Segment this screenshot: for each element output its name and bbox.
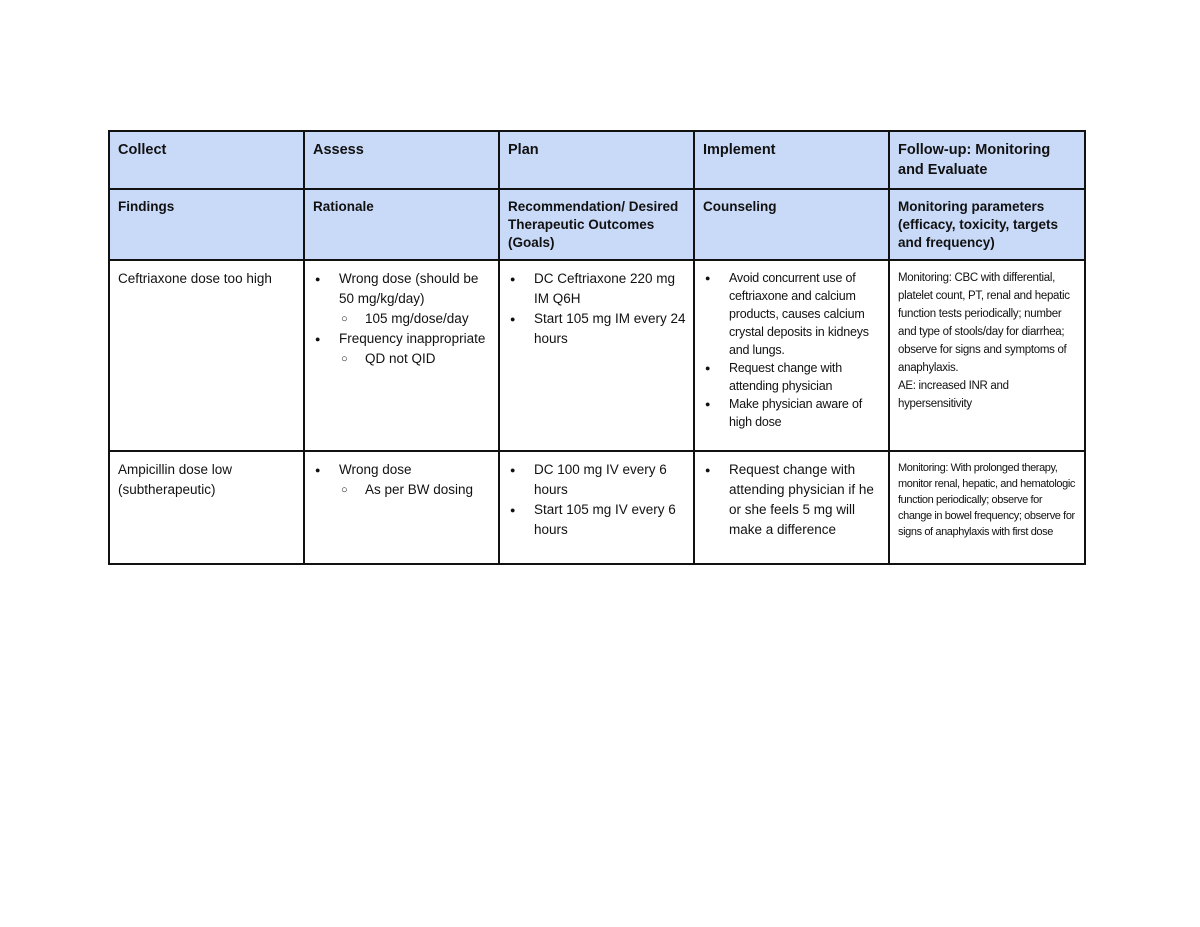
rationale-sublist bbox=[339, 309, 491, 329]
finding-text: Ampicillin dose low (subtherapeutic) bbox=[118, 462, 233, 497]
header-monitoring: Monitoring parameters (efficacy, toxicity, targets and frequency) bbox=[889, 189, 1085, 260]
list-item: ● Avoid concurrent use of ceftriaxone and calcium products, causes calcium crystal deposits in kidneys and lungs. bbox=[729, 269, 881, 359]
rationale-cell bbox=[304, 451, 499, 564]
ppcp-table bbox=[108, 130, 1086, 565]
rationale-item: Wrong dose (should be 50 mg/kg/day) bbox=[339, 271, 479, 306]
list-item bbox=[339, 269, 491, 329]
list-item: ● Start 105 mg IV every 6 hours bbox=[534, 500, 686, 540]
rationale-item: Wrong dose bbox=[339, 462, 412, 477]
counseling-list bbox=[703, 460, 881, 540]
list-item: ● DC Ceftriaxone 220 mg IM Q6H bbox=[534, 269, 686, 309]
header-counseling: Counseling bbox=[694, 189, 889, 260]
header-implement: Implement bbox=[694, 131, 889, 189]
monitoring-text: Monitoring: With prolonged therapy, monitor renal, hepatic, and hematologic function periodically; observe for change in bowel frequency; observe for signs of anaphylaxis with first dose bbox=[898, 462, 1076, 538]
header-recommendation: Recommendation/ Desired Therapeutic Outcomes (Goals) bbox=[499, 189, 694, 260]
rationale-sublist bbox=[339, 349, 491, 369]
monitoring-cell bbox=[889, 260, 1085, 451]
table-row bbox=[109, 260, 1085, 451]
list-item bbox=[339, 460, 491, 500]
header-findings: Findings bbox=[109, 189, 304, 260]
header-row-steps bbox=[109, 131, 1085, 189]
list-item: ● Request change with attending physician bbox=[729, 359, 881, 395]
header-follow-up: Follow-up: Monitoring and Evaluate bbox=[889, 131, 1085, 189]
list-item: ● Request change with attending physician if he or she feels 5 mg will make a difference bbox=[729, 460, 881, 540]
list-item bbox=[339, 329, 491, 369]
rationale-sublist bbox=[339, 480, 491, 500]
monitoring-cell bbox=[889, 451, 1085, 564]
counseling-list bbox=[703, 269, 881, 431]
rationale-item: Frequency inappropriate bbox=[339, 331, 486, 346]
recommendation-cell bbox=[499, 260, 694, 451]
list-item: ● Start 105 mg IM every 24 hours bbox=[534, 309, 686, 349]
header-rationale: Rationale bbox=[304, 189, 499, 260]
adverse-effects-text: AE: increased INR and hypersensitivity bbox=[898, 380, 1009, 410]
finding-cell bbox=[109, 451, 304, 564]
table-row bbox=[109, 451, 1085, 564]
rationale-list bbox=[313, 460, 491, 500]
finding-text: Ceftriaxone dose too high bbox=[118, 271, 272, 286]
counseling-cell bbox=[694, 451, 889, 564]
list-item: ● DC 100 mg IV every 6 hours bbox=[534, 460, 686, 500]
finding-cell bbox=[109, 260, 304, 451]
rationale-cell bbox=[304, 260, 499, 451]
rationale-list bbox=[313, 269, 491, 369]
header-assess: Assess bbox=[304, 131, 499, 189]
header-row-columns bbox=[109, 189, 1085, 260]
list-item: ○ As per BW dosing bbox=[365, 480, 491, 500]
counseling-cell bbox=[694, 260, 889, 451]
recommendation-list bbox=[508, 460, 686, 540]
list-item: ● Make physician aware of high dose bbox=[729, 395, 881, 431]
list-item: ○ QD not QID bbox=[365, 349, 491, 369]
recommendation-cell bbox=[499, 451, 694, 564]
header-collect: Collect bbox=[109, 131, 304, 189]
header-plan: Plan bbox=[499, 131, 694, 189]
recommendation-list bbox=[508, 269, 686, 349]
monitoring-text: Monitoring: CBC with differential, platelet count, PT, renal and hepatic function tests periodically; number and type of stools/day for diarrhea; observe for signs and symptoms of anaphylaxis. bbox=[898, 272, 1070, 374]
list-item: ○ 105 mg/dose/day bbox=[365, 309, 491, 329]
